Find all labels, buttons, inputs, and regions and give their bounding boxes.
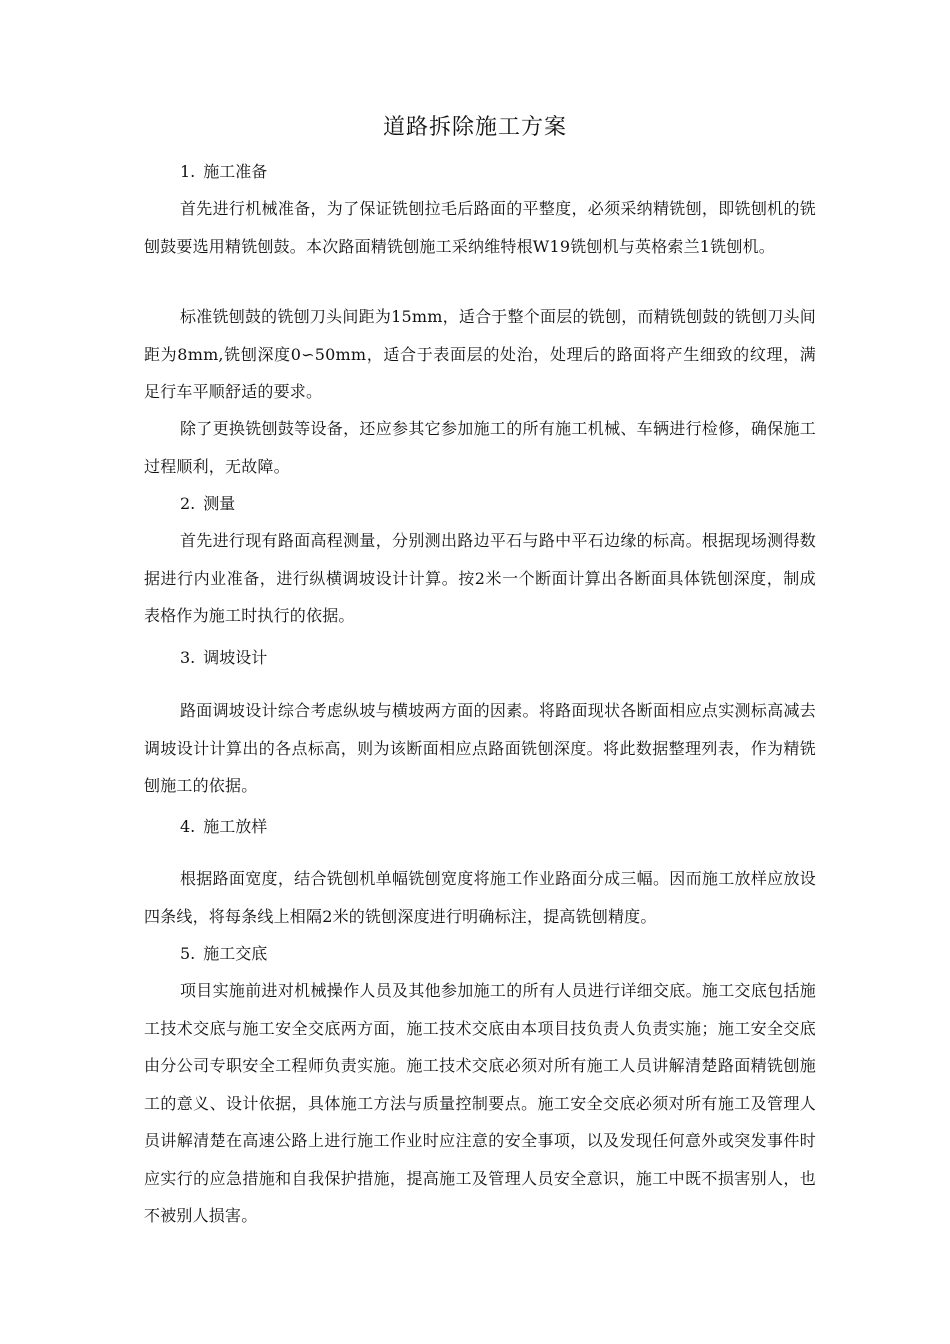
section-title: 施工交底 <box>203 944 268 963</box>
paragraph: 项目实施前进对机械操作人员及其他参加施工的所有人员进行详细交底。施工交底包括施工技术交底与施工安全交底两方面，施工技术交底由本项目技负责人负责实施；施工安全交底由分公司专职安全工程师负责实施。施工技术交底必须对所有施工人员讲解清楚路面精铣刨施工的意义、设计依据，具体施工方法与质量控制要点。施工安全交底必须对所有施工及管理人员讲解清楚在高速公路上进行施工作业时应注意的安全事项，以及发现任何意外或突发事件时应实行的应急措施和自我保护措施，提高施工及管理人员安全意识，施工中既不损害别人，也不被别人损害。 <box>144 981 816 1225</box>
section-heading-4 <box>180 815 267 839</box>
section-number: 5. <box>180 944 196 963</box>
paragraph: 除了更换铣刨鼓等设备，还应参其它参加施工的所有施工机械、车辆进行检修，确保施工过程顺利，无故障。 <box>144 419 816 476</box>
section-number: 4. <box>180 817 196 836</box>
section-heading-5 <box>180 942 267 966</box>
section-number: 3. <box>180 648 196 667</box>
section-heading-3 <box>180 646 267 670</box>
document-title: 道路拆除施工方案 <box>382 115 567 140</box>
paragraph: 路面调坡设计综合考虑纵坡与横坡两方面的因素。将路面现状各断面相应点实测标高减去调坡设计计算出的各点标高，则为该断面相应点路面铣刨深度。将此数据整理列表，作为精铣刨施工的依据。 <box>144 701 816 795</box>
paragraph: 根据路面宽度，结合铣刨机单幅铣刨宽度将施工作业路面分成三幅。因而施工放样应放设四条线，将每条线上相隔2米的铣刨深度进行明确标注，提高铣刨精度。 <box>144 869 816 926</box>
section-title: 施工放样 <box>203 817 268 836</box>
paragraph: 首先进行现有路面高程测量，分别测出路边平石与路中平石边缘的标高。根据现场测得数据进行内业准备，进行纵横调坡设计计算。按2米一个断面计算出各断面具体铣刨深度，制成表格作为施工时执行的依据。 <box>144 531 816 625</box>
section-heading-2 <box>180 492 235 516</box>
section-number: 1. <box>180 162 196 181</box>
section-title: 施工准备 <box>203 162 268 181</box>
paragraph: 首先进行机械准备，为了保证铣刨拉毛后路面的平整度，必须采纳精铣刨，即铣刨机的铣刨鼓要选用精铣刨鼓。本次路面精铣刨施工采纳维特根W19铣刨机与英格索兰1铣刨机。 <box>144 199 816 256</box>
section-heading-1 <box>180 160 267 184</box>
section-title: 测量 <box>203 494 236 513</box>
section-number: 2. <box>180 494 196 513</box>
paragraph: 标准铣刨鼓的铣刨刀头间距为15mm，适合于整个面层的铣刨，而精铣刨鼓的铣刨刀头间距为8mm,铣刨深度0∽50mm，适合于表面层的处治，处理后的路面将产生细致的纹理，满足行车平顺舒适的要求。 <box>144 307 816 401</box>
section-title: 调坡设计 <box>203 648 268 667</box>
